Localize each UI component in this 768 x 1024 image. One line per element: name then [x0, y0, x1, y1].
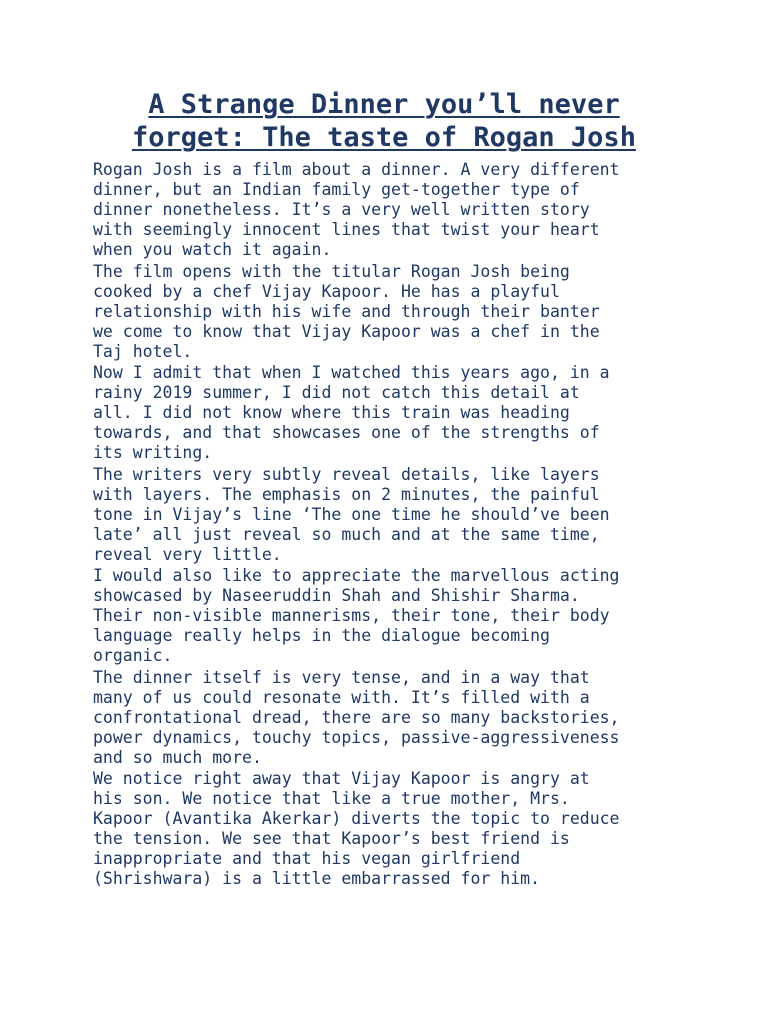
paragraph: The film opens with the titular Rogan Josh being cooked by a chef Vijay Kapoor. He has a playful relationship with his wife and through their banter we come to know that Vijay Kapoor was a chef in the Taj hotel.	[93, 261, 600, 361]
paragraph: Rogan Josh is a film about a dinner. A very different dinner, but an Indian family get-together type of dinner nonetheless. It’s a very well written story with seemingly innocent lines that twist your heart when you watch it again.	[93, 160, 620, 259]
paragraph: The writers very subtly reveal details, like layers with layers. The emphasis on 2 minutes, the painful tone in Vijay’s line ‘The one time he should’ve been late’ all just reveal so much and at the same time, reveal very little.	[93, 464, 610, 564]
paragraph: I would also like to appreciate the marvellous acting showcased by Naseeruddin Shah and Shishir Sharma. Their non-visible mannerisms, their tone, their body language really helps in the dialogue becoming organic.	[93, 566, 620, 665]
page-title: A Strange Dinner you’ll never forget: The taste of Rogan Josh	[132, 89, 636, 153]
article-body	[93, 160, 683, 891]
paragraph: Now I admit that when I watched this years ago, in a rainy 2019 summer, I did not catch this detail at all. I did not know where this train was heading towards, and that showcases one of the strengths of its writing.	[93, 363, 610, 462]
paragraph: We notice right away that Vijay Kapoor is angry at his son. We notice that like a true mother, Mrs. Kapoor (Avantika Akerkar) diverts the topic to reduce the tension. We see that Kapoor’s best friend is inappropriate and that his vegan girlfriend (Shrishwara) is a little embarrassed for him.	[93, 769, 620, 888]
paragraph: The dinner itself is very tense, and in a way that many of us could resonate with. It’s filled with a confrontational dread, there are so many backstories, power dynamics, touchy topics, passive-aggressiveness and so much more.	[93, 667, 620, 767]
